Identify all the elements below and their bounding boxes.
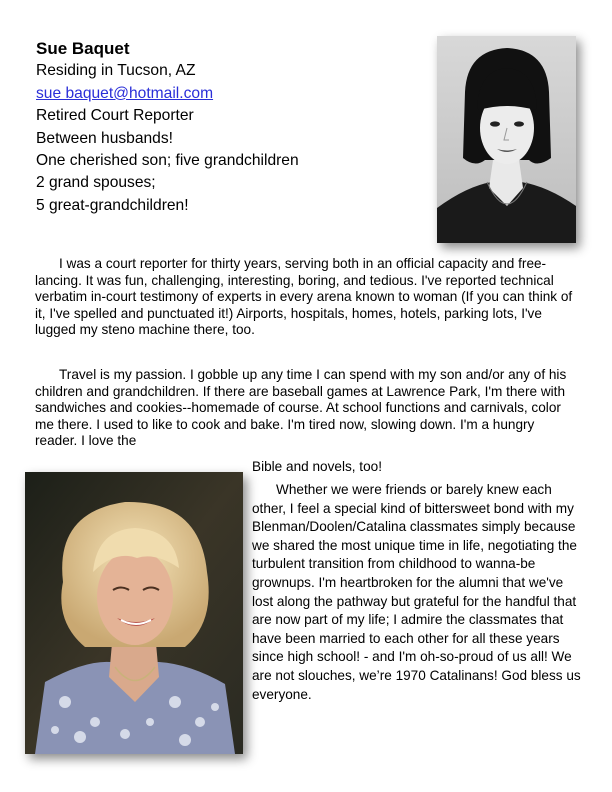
yearbook-photo [437, 36, 576, 243]
recent-photo [25, 472, 243, 754]
paragraph-classmates: Whether we were friends or barely knew each other, I feel a special kind of bittersweet bond with my Blenman/Doolen/Catalina classmates simply because we shared the most unique time in life, negotiating the turbulent transition from childhood to wanna-be grownups. I'm heartbroken for the alumni that we've lost along the pathway but grateful for the handful that are now part of my life; I admire the classmates that have been married to each other for all these years since high school! - and I'm oh-so-proud of us all! We are not slouches, we’re 1970 Catalinans! God bless us everyone. [252, 482, 581, 702]
status-line: Between husbands! [36, 129, 173, 147]
residence-line: Residing in Tucson, AZ [36, 62, 196, 80]
paragraph-travel-tail: Bible and novels, too! [252, 459, 382, 474]
profile-header [36, 38, 426, 217]
paragraph-travel: Travel is my passion. I gobble up any time I can spend with my son and/or any of his children and grandchildren. If there are baseball games at Lawrence Park, I'm there with sandwiches and cookies--homemade of course. At school functions and carnivals, color me there. I used to like to cook and bake. I'm tired now, slowing down. I'm a hungry reader. I love the [35, 367, 567, 449]
paragraph-career: I was a court reporter for thirty years, serving both in an official capacity and free-lancing. It was fun, challenging, interesting, boring, and tedious. I've reported technical verbatim in-court testimony of experts in every arena known to woman (If you can think of it, I've spelled and punctuated it!) Airports, hospitals, homes, hotels, parking lots, I've lugged my steno machine there, too. [35, 256, 573, 338]
occupation-line: Retired Court Reporter [36, 107, 194, 125]
profile-name: Sue Baquet [36, 39, 130, 58]
family-line-3: 5 great-grandchildren! [36, 196, 189, 214]
family-line-1: One cherished son; five grandchildren [36, 152, 299, 170]
email-link[interactable]: sue baquet@hotmail.com [36, 84, 214, 102]
portrait-photo-icon [437, 36, 576, 243]
portrait-photo-icon [25, 472, 243, 754]
family-line-2: 2 grand spouses; [36, 174, 156, 192]
